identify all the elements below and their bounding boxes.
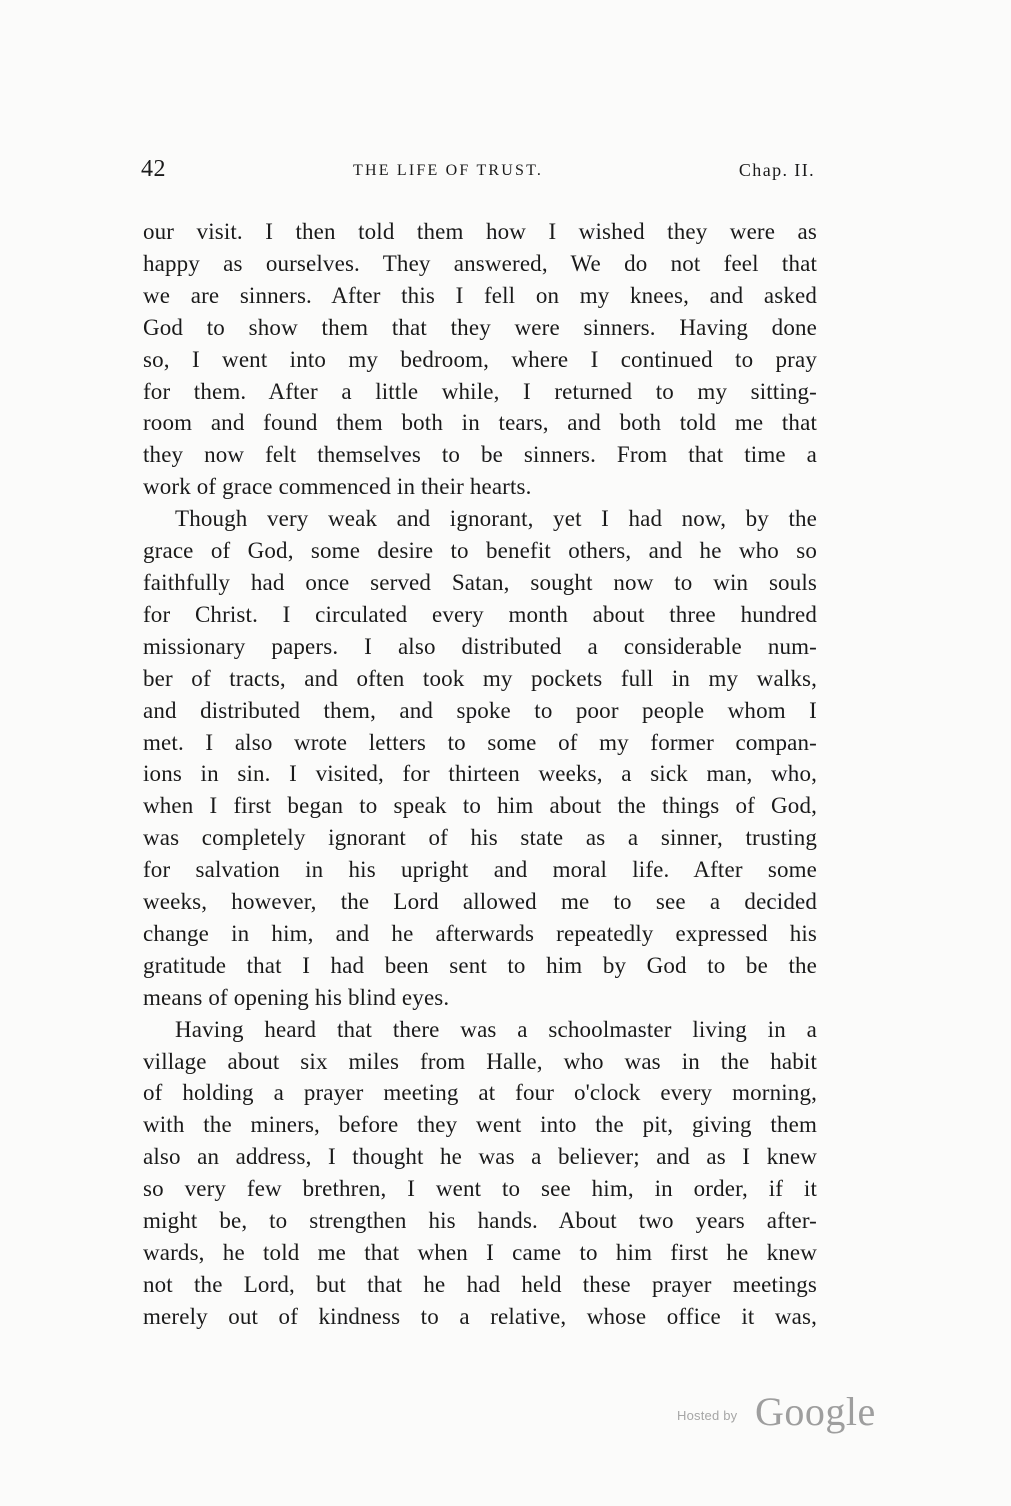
text-line: happy as ourselves. They answered, We do not feel that	[143, 250, 817, 276]
text-line: weeks, however, the Lord allowed me to see a decided	[143, 889, 817, 915]
text-line: so, I went into my bedroom, where I continued to pray	[143, 346, 817, 372]
text-line: so very few brethren, I went to see him, in order, if it	[143, 1176, 817, 1202]
text-line: Having heard that there was a schoolmaster living in a	[175, 1016, 817, 1042]
text-line: means of opening his blind eyes.	[143, 984, 450, 1010]
text-line: grace of God, some desire to benefit others, and he who so	[143, 538, 817, 564]
hosted-by-google-watermark	[677, 1388, 887, 1436]
body-text	[143, 216, 817, 1333]
text-line: work of grace commenced in their hearts.	[143, 474, 532, 500]
text-line: merely out of kindness to a relative, whose office it was,	[143, 1303, 817, 1329]
text-line: ber of tracts, and often took my pockets full in my walks,	[143, 665, 817, 691]
text-line: not the Lord, but that he had held these prayer meetings	[143, 1271, 817, 1297]
text-line: change in him, and he afterwards repeatedly expressed his	[143, 920, 817, 946]
book-title: THE LIFE OF TRUST.	[353, 162, 544, 179]
text-line: our visit. I then told them how I wished they were as	[143, 219, 817, 244]
text-line: village about six miles from Halle, who was in the habit	[143, 1048, 817, 1074]
paragraph-1	[143, 216, 817, 503]
text-line: was completely ignorant of his state as a sinner, trusting	[143, 825, 817, 851]
text-line: room and found them both in tears, and both told me that	[143, 410, 817, 436]
paragraph-2	[143, 503, 817, 1014]
text-line: met. I also wrote letters to some of my former compan-	[143, 729, 817, 755]
text-line: might be, to strengthen his hands. About two years after-	[143, 1208, 817, 1234]
text-line: they now felt themselves to be sinners. From that time a	[143, 442, 817, 468]
text-line: wards, he told me that when I came to him first he knew	[143, 1240, 817, 1265]
text-line: missionary papers. I also distributed a considerable num-	[143, 633, 817, 659]
running-head	[141, 156, 815, 190]
text-line: for them. After a little while, I returned to my sitting-	[143, 378, 817, 404]
hosted-by-text: Hosted by	[677, 1408, 738, 1423]
text-line: ions in sin. I visited, for thirteen weeks, a sick man, who,	[143, 761, 817, 787]
text-line: faithfully had once served Satan, sought now to win souls	[143, 569, 817, 595]
text-line: and distributed them, and spoke to poor people whom I	[143, 697, 817, 723]
text-line: Though very weak and ignorant, yet I had now, by the	[175, 506, 817, 532]
text-line: also an address, I thought he was a believer; and as I knew	[143, 1144, 817, 1170]
chapter-label: Chap. II.	[738, 160, 815, 180]
text-line: with the miners, before they went into the pit, giving them	[143, 1112, 817, 1138]
text-line: God to show them that they were sinners. Having done	[143, 314, 817, 340]
text-line: of holding a prayer meeting at four o'clock every morning,	[143, 1080, 817, 1106]
text-line: gratitude that I had been sent to him by God to be the	[143, 952, 817, 978]
text-line: for salvation in his upright and moral life. After some	[143, 857, 817, 883]
text-line: we are sinners. After this I fell on my knees, and asked	[143, 282, 817, 308]
text-line: when I first began to speak to him about the things of God,	[143, 793, 817, 819]
google-logo: Google	[755, 1389, 876, 1434]
page-number: 42	[141, 156, 166, 182]
text-line: for Christ. I circulated every month about three hundred	[143, 601, 817, 627]
paragraph-3	[143, 1014, 817, 1333]
